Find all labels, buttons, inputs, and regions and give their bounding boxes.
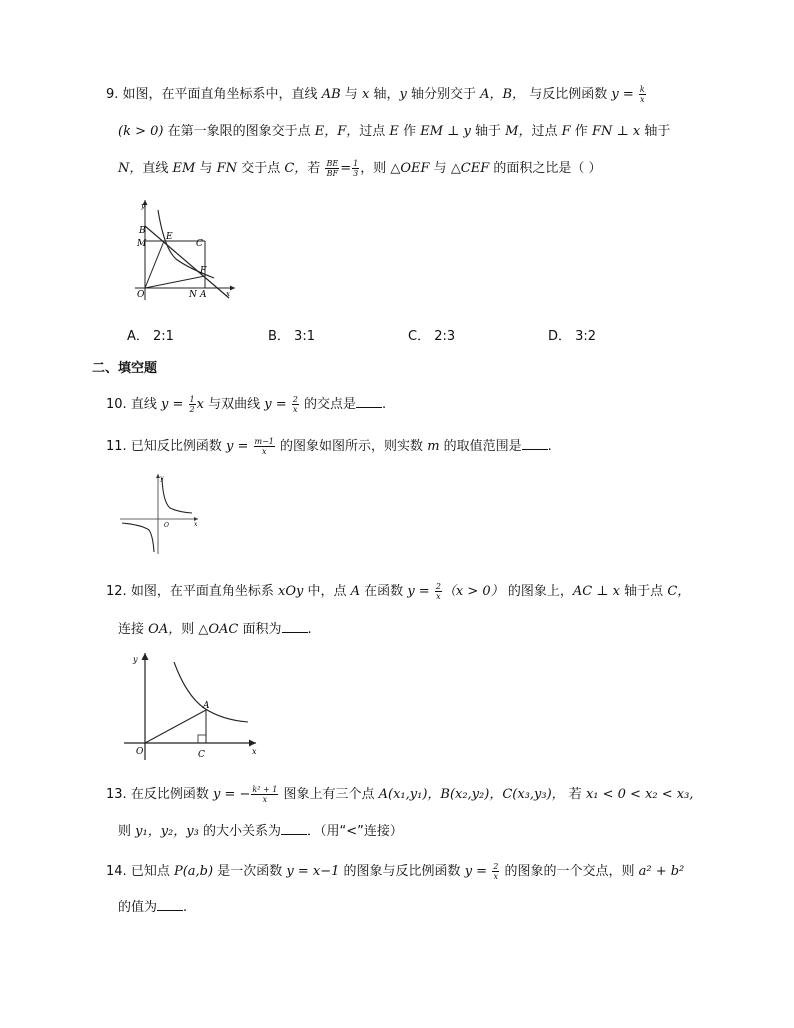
q14-line2 bbox=[118, 898, 187, 918]
q14-math: y = x−1 bbox=[286, 864, 340, 879]
q9-math: FN ⊥ x bbox=[591, 124, 641, 139]
q13-math: y = − bbox=[212, 787, 251, 802]
q14-line1 bbox=[106, 862, 684, 882]
q9-fig-label: E bbox=[166, 232, 173, 242]
q11-number: 11. bbox=[106, 439, 127, 454]
q12-fig-label: y bbox=[133, 655, 138, 664]
q12-text: 面积为 bbox=[242, 622, 282, 637]
q14-text: 的图象与反比例函数 bbox=[343, 864, 461, 879]
q14-math: y = bbox=[464, 864, 488, 879]
q9-fig-label: B bbox=[139, 226, 146, 236]
q9-text: 若 bbox=[307, 161, 321, 176]
q12-line1 bbox=[106, 582, 690, 602]
q10-frac-den: 2 bbox=[189, 405, 195, 414]
q11-fraction bbox=[254, 437, 275, 456]
q9-frac-den: x bbox=[640, 95, 645, 104]
q14-math: P(a,b) bbox=[173, 864, 214, 879]
q9-math: C， bbox=[284, 161, 308, 176]
q13-number: 13. bbox=[106, 787, 127, 802]
section-title-fill-in-blank: 二、填空题 bbox=[92, 361, 158, 376]
q9-math: N， bbox=[118, 161, 143, 176]
q9-text: 轴于 bbox=[644, 124, 671, 139]
q9-frac-num: 1 bbox=[353, 159, 359, 168]
q9-option-a[interactable]: A． 2:1 bbox=[127, 329, 174, 344]
q13-math: y₁，y₂，y₃ bbox=[135, 824, 199, 839]
q10-frac-den: x bbox=[293, 405, 298, 414]
q14-math: a² + b² bbox=[638, 864, 685, 879]
q14-fraction bbox=[492, 862, 499, 881]
q9-text: ，则 bbox=[360, 161, 387, 176]
q12-fig-label: x bbox=[252, 747, 257, 756]
q13-text: 则 bbox=[118, 824, 132, 839]
q13-text: ．（用“<”连接） bbox=[306, 824, 403, 839]
q9-math: E，F， bbox=[314, 124, 360, 139]
q12-frac-num: 2 bbox=[435, 582, 441, 591]
q9-text: 轴于 bbox=[475, 124, 502, 139]
q9-math: y = bbox=[611, 87, 634, 102]
q14-text: 是一次函数 bbox=[217, 864, 283, 879]
q10-fraction-2-over-x bbox=[292, 395, 299, 414]
q10-math: y = bbox=[160, 397, 184, 412]
q12-text: 轴于点 bbox=[624, 584, 664, 599]
q9-text: 如图，在平面直角坐标系中，直线 bbox=[122, 87, 318, 102]
q9-text: 过点 bbox=[531, 124, 558, 139]
q12-figure bbox=[122, 650, 262, 762]
q9-number: 9. bbox=[106, 87, 119, 102]
q12-fraction bbox=[435, 582, 442, 601]
q11-answer-blank[interactable] bbox=[522, 437, 548, 450]
q10-text: 直线 bbox=[130, 397, 157, 412]
q9-math: M， bbox=[505, 124, 532, 139]
q9-math: FN bbox=[216, 161, 238, 176]
q12-math: A bbox=[350, 584, 361, 599]
q13-text: 若 bbox=[568, 787, 582, 802]
q9-fraction-k-over-x bbox=[639, 85, 646, 104]
q12-number: 12. bbox=[106, 584, 127, 599]
q13-line2 bbox=[118, 822, 403, 842]
q14-text: 的图象的一个交点，则 bbox=[504, 864, 635, 879]
q12-fig-label: C bbox=[198, 750, 205, 760]
q14-frac-num: 2 bbox=[493, 862, 499, 871]
q9-fig-label: A bbox=[200, 290, 207, 300]
q9-fig-label: y bbox=[141, 202, 145, 210]
q11-frac-num: m−1 bbox=[254, 437, 274, 446]
q11-figure bbox=[118, 470, 204, 556]
q9-text: 直线 bbox=[142, 161, 169, 176]
q13-text: 在反比例函数 bbox=[130, 787, 209, 802]
q13-math: A(x₁,y₁)，B(x₂,y₂)，C(x₃,y₃)， bbox=[378, 787, 565, 802]
q9-fig-label: C bbox=[196, 239, 203, 249]
q9-math: EM ⊥ y bbox=[420, 124, 471, 139]
q9-text: 与 bbox=[199, 161, 213, 176]
q11-text: 的图象如图所示，则实数 bbox=[280, 439, 424, 454]
q9-fig-label: N bbox=[189, 290, 197, 300]
q9-fig-label: x bbox=[226, 290, 230, 298]
q11-text: 的取值范围是 bbox=[443, 439, 522, 454]
q9-math: A，B， bbox=[480, 87, 526, 102]
q12-text: 的图象上， bbox=[507, 584, 573, 599]
q11-frac-den: x bbox=[261, 447, 267, 456]
q12-math: xOy bbox=[277, 584, 304, 599]
q11-math: y = bbox=[225, 439, 249, 454]
q9-fig-label: O bbox=[137, 290, 145, 300]
q13-line1 bbox=[106, 785, 693, 805]
q9-line2 bbox=[118, 122, 670, 142]
q10-frac-num: 2 bbox=[292, 395, 298, 404]
q11-fig-label: y bbox=[160, 475, 164, 482]
q14-frac-den: x bbox=[493, 872, 498, 881]
q9-text: 轴， bbox=[373, 87, 400, 102]
q14-text: 已知点 bbox=[130, 864, 170, 879]
q10-text: 的交点是 bbox=[303, 397, 356, 412]
q12-text: 则 bbox=[181, 622, 195, 637]
q14-answer-blank[interactable] bbox=[157, 898, 183, 911]
q9-math: y bbox=[399, 87, 407, 102]
q12-math: （x > 0） bbox=[442, 584, 504, 599]
q9-text: 与 bbox=[344, 87, 358, 102]
q14-text: . bbox=[183, 900, 188, 915]
q9-math: = bbox=[340, 161, 352, 176]
q13-text: 图象上有三个点 bbox=[283, 787, 375, 802]
q13-math: x₁ < 0 < x₂ < x₃, bbox=[585, 787, 694, 802]
q9-math: (k > 0) bbox=[118, 124, 164, 139]
q9-math: E bbox=[389, 124, 399, 139]
q12-math: △OAC bbox=[198, 622, 239, 637]
q9-math: AB bbox=[321, 87, 341, 102]
q9-text: 作 bbox=[574, 124, 588, 139]
q14-number: 14. bbox=[106, 864, 127, 879]
q12-fig-label: A bbox=[203, 701, 210, 711]
q11-text: . bbox=[547, 439, 552, 454]
q9-text: 轴分别交于 bbox=[410, 87, 476, 102]
q12-math: OA， bbox=[148, 622, 182, 637]
q12-fig-label: O bbox=[136, 747, 144, 757]
q9-math: F bbox=[561, 124, 571, 139]
q12-answer-blank[interactable] bbox=[282, 620, 308, 633]
q9-math: △CEF bbox=[450, 161, 490, 176]
q9-option-d[interactable]: D． 3:2 bbox=[548, 329, 597, 344]
q12-line2 bbox=[118, 620, 312, 640]
q10-math: x bbox=[196, 397, 204, 412]
q9-line1 bbox=[106, 85, 647, 105]
q12-text: 如图，在平面直角坐标系 bbox=[130, 584, 274, 599]
q9-text: 在第一象限的图象交于点 bbox=[167, 124, 311, 139]
q9-text: 与 bbox=[433, 161, 447, 176]
q13-fraction bbox=[251, 785, 278, 804]
q12-text: 中，点 bbox=[307, 584, 347, 599]
q9-fraction-1-3 bbox=[352, 159, 359, 178]
q10-math: y = bbox=[264, 397, 287, 412]
q9-fraction-be-bf bbox=[325, 159, 339, 178]
q13-text: 的大小关系为 bbox=[202, 824, 281, 839]
q9-figure bbox=[130, 196, 240, 302]
q9-frac-den: 3 bbox=[353, 169, 359, 178]
q9-line3 bbox=[118, 159, 602, 179]
q9-frac-num: k bbox=[639, 85, 645, 94]
q10-text: 与双曲线 bbox=[208, 397, 261, 412]
q12-math: C， bbox=[667, 584, 691, 599]
q11-fig-label: O bbox=[164, 522, 169, 529]
q9-fig-label: F bbox=[200, 266, 207, 276]
q12-math: AC ⊥ x bbox=[572, 584, 621, 599]
q11-fig-label: x bbox=[194, 521, 198, 528]
q14-text: 的值为 bbox=[118, 900, 158, 915]
q11-text: 已知反比例函数 bbox=[130, 439, 222, 454]
q10-frac-num: 1 bbox=[189, 395, 195, 404]
q11-math: m bbox=[427, 439, 440, 454]
q9-math: EM bbox=[172, 161, 196, 176]
q10-number: 10. bbox=[106, 397, 127, 412]
q10-text: . bbox=[382, 397, 387, 412]
q13-answer-blank[interactable] bbox=[281, 822, 307, 835]
q9-text: 与反比例函数 bbox=[529, 87, 608, 102]
q12-frac-den: x bbox=[436, 592, 441, 601]
q10-line1 bbox=[106, 395, 386, 415]
q9-text: 的面积之比是（ ） bbox=[493, 161, 602, 176]
q9-text: 作 bbox=[403, 124, 417, 139]
q10-fraction-half bbox=[189, 395, 196, 414]
q9-math: x bbox=[361, 87, 370, 102]
q12-text: 在函数 bbox=[364, 584, 404, 599]
q12-text: 连接 bbox=[118, 622, 145, 637]
q10-answer-blank[interactable] bbox=[356, 395, 382, 408]
q12-math: y = bbox=[407, 584, 430, 599]
q9-frac-num: BE bbox=[326, 159, 339, 168]
q12-text: . bbox=[307, 622, 312, 637]
q13-frac-den: x bbox=[262, 795, 268, 804]
q9-fig-label: M bbox=[137, 239, 147, 249]
q9-text: 过点 bbox=[359, 124, 386, 139]
q9-text: 交于点 bbox=[241, 161, 281, 176]
q13-frac-num: k² + 1 bbox=[252, 785, 278, 794]
q9-option-c[interactable]: C． 2:3 bbox=[408, 329, 456, 344]
q9-frac-den: BF bbox=[326, 169, 339, 178]
q11-line1 bbox=[106, 437, 552, 457]
q9-math: △OEF bbox=[390, 161, 430, 176]
q9-option-b[interactable]: B． 3:1 bbox=[268, 329, 315, 344]
